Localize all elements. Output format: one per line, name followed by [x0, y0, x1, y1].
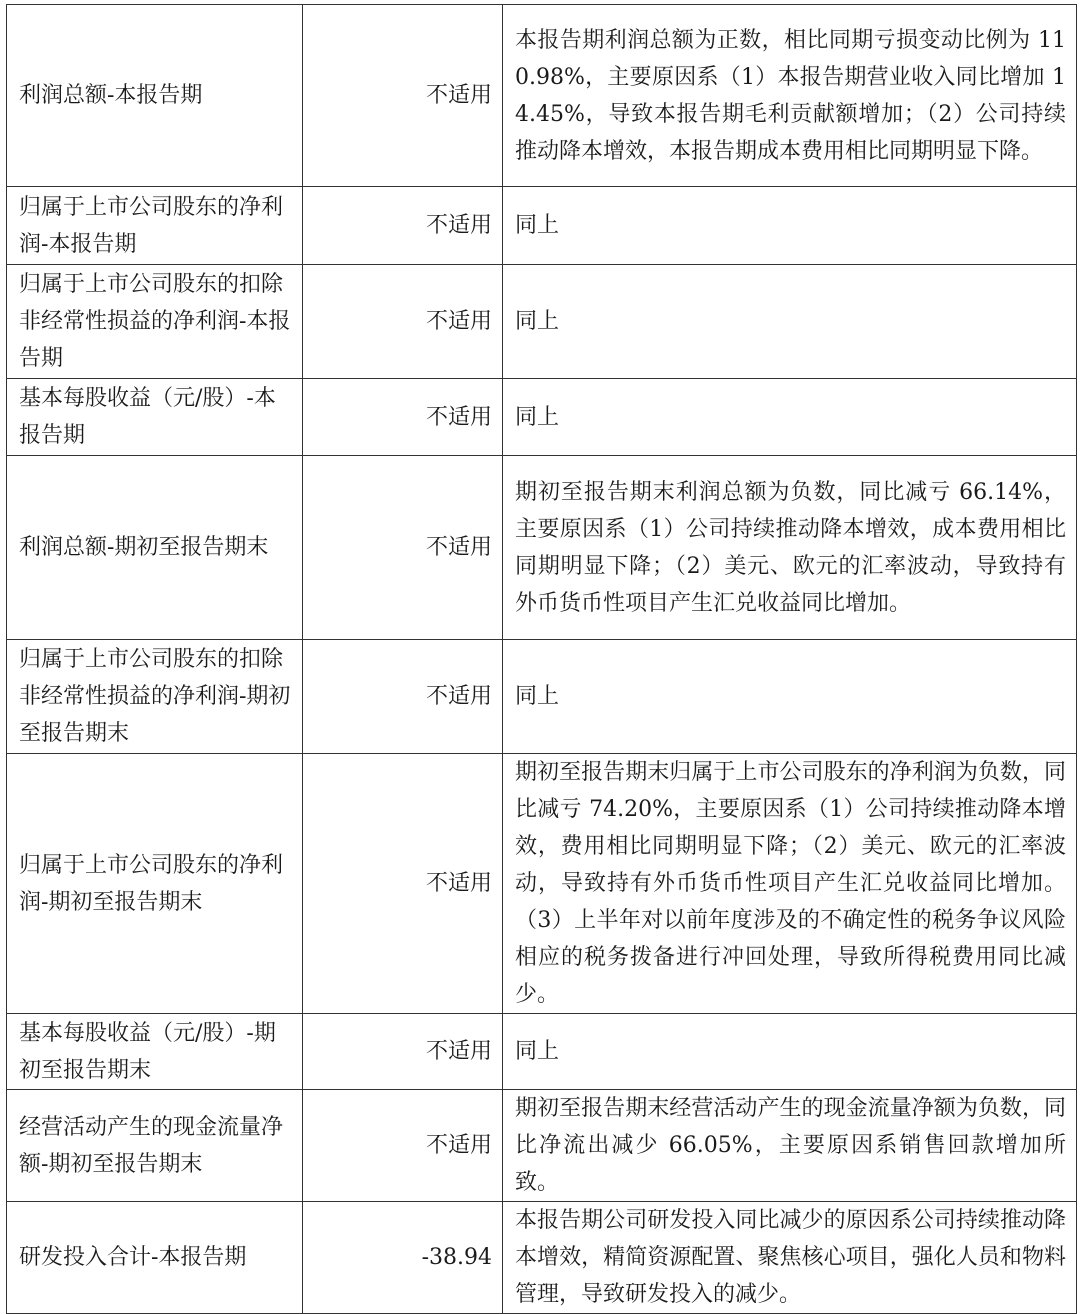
- change-ratio-cell: 不适用: [303, 456, 503, 640]
- item-cell: 归属于上市公司股东的扣除非经常性损益的净利润-期初至报告期末: [7, 640, 303, 754]
- reason-cell: 期初至报告期末经营活动产生的现金流量净额为负数，同比净流出减少 66.05%，主要原因系销售回款增加所致。: [503, 1090, 1077, 1202]
- reason-cell: 同上: [503, 265, 1077, 379]
- reason-cell: 本报告期公司研发投入同比减少的原因系公司持续推动降本增效，精简资源配置、聚焦核心项目，强化人员和物料管理，导致研发投入的减少。: [503, 1202, 1077, 1314]
- table-row: [7, 754, 1077, 1014]
- table-row: [7, 640, 1077, 754]
- financial-change-table: [6, 4, 1077, 1314]
- change-ratio-cell: 不适用: [303, 754, 503, 1014]
- item-cell: 研发投入合计-本报告期: [7, 1202, 303, 1314]
- reason-cell: 期初至报告期末利润总额为负数，同比减亏 66.14%，主要原因系（1）公司持续推动降本增效，成本费用相比同期明显下降；（2）美元、欧元的汇率波动，导致持有外币货币性项目产生汇兑收益同比增加。: [503, 456, 1077, 640]
- change-ratio-cell: 不适用: [303, 187, 503, 265]
- item-cell: 基本每股收益（元/股）-期初至报告期末: [7, 1014, 303, 1090]
- table-row: [7, 1090, 1077, 1202]
- reason-cell: 期初至报告期末归属于上市公司股东的净利润为负数，同比减亏 74.20%，主要原因系（1）公司持续推动降本增效，费用相比同期明显下降；（2）美元、欧元的汇率波动，导致持有外币货币性项目产生汇兑收益同比增加。（3）上半年对以前年度涉及的不确定性的税务争议风险相应的税务拨备进行冲回处理，导致所得税费用同比减少。: [503, 754, 1077, 1014]
- item-cell: 经营活动产生的现金流量净额-期初至报告期末: [7, 1090, 303, 1202]
- reason-cell: 同上: [503, 187, 1077, 265]
- reason-cell: 同上: [503, 640, 1077, 754]
- change-ratio-cell: 不适用: [303, 1090, 503, 1202]
- item-cell: 利润总额-期初至报告期末: [7, 456, 303, 640]
- table-row: [7, 1014, 1077, 1090]
- reason-cell: 本报告期利润总额为正数，相比同期亏损变动比例为 110.98%，主要原因系（1）本报告期营业收入同比增加 14.45%，导致本报告期毛利贡献额增加；（2）公司持续推动降本增效，本报告期成本费用相比同期明显下降。: [503, 5, 1077, 187]
- change-ratio-cell: 不适用: [303, 265, 503, 379]
- reason-cell: 同上: [503, 1014, 1077, 1090]
- reason-cell: 同上: [503, 379, 1077, 456]
- change-ratio-cell: 不适用: [303, 1014, 503, 1090]
- table-row: [7, 265, 1077, 379]
- table-row: [7, 1202, 1077, 1314]
- table-row: [7, 5, 1077, 187]
- change-ratio-cell: 不适用: [303, 379, 503, 456]
- item-cell: 利润总额-本报告期: [7, 5, 303, 187]
- item-cell: 归属于上市公司股东的净利润-本报告期: [7, 187, 303, 265]
- table-row: [7, 456, 1077, 640]
- item-cell: 归属于上市公司股东的净利润-期初至报告期末: [7, 754, 303, 1014]
- change-ratio-cell: -38.94: [303, 1202, 503, 1314]
- change-ratio-cell: 不适用: [303, 640, 503, 754]
- change-ratio-cell: 不适用: [303, 5, 503, 187]
- table-row: [7, 379, 1077, 456]
- table-row: [7, 187, 1077, 265]
- item-cell: 基本每股收益（元/股）-本报告期: [7, 379, 303, 456]
- item-cell: 归属于上市公司股东的扣除非经常性损益的净利润-本报告期: [7, 265, 303, 379]
